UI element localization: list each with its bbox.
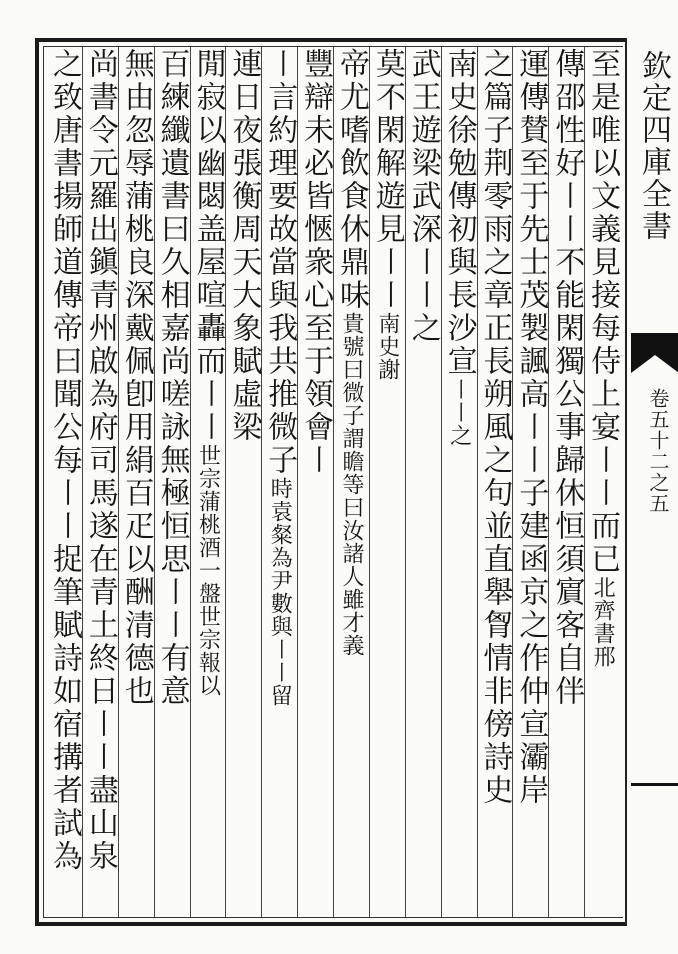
annotation-text: 〡〡之 — [446, 378, 472, 447]
annotation-text: 南史謝 — [374, 312, 400, 381]
column-text: 之篇子荆零雨之章正長朔風之句並直舉胷情非傍詩史 — [477, 48, 513, 807]
annotation-text: 北齊書邢 — [590, 576, 616, 668]
column-text: 莫不閑解遊見〡〡 — [369, 48, 405, 312]
column-text: 帝尤嗜飲食休鼎味 — [333, 48, 369, 312]
column-text: 連日夜張衡周天大象賦虛梁 — [226, 48, 262, 444]
column-text: 武王遊梁武深〡〡之 — [405, 48, 441, 345]
lower-fish-tail-mark-icon — [631, 783, 678, 816]
column-text: 之致唐書揚師道傳帝曰聞公每〡〡捉筆賦詩如宿搆者試為 — [46, 48, 82, 873]
annotation-text: 貴號曰微子謂瞻等曰汝諸人雖才義 — [338, 312, 364, 657]
annotation-text: 時袁粲為尹數與〡〡留 — [267, 477, 293, 707]
column-text: 運傳賛至于先士茂製諷高〡〡子建函京之作仲宣灞岸 — [513, 48, 549, 807]
text-column — [42, 48, 86, 908]
volume-label: 卷五十二之五 — [646, 388, 670, 514]
column-text: 豐辯未必皆愜衆心至于領會〡 — [298, 48, 334, 477]
column-text: 無由忽辱蒲桃良深戴佩卽用絹百疋以酬清德也 — [118, 48, 154, 708]
column-text: 至是唯以文義見接每侍上宴〡〡而已 — [585, 48, 621, 576]
column-text: 百練纖遺書曰久相嘉尚嗟詠無極恒思〡〡有意 — [154, 48, 190, 708]
column-text: 閒寂以幽閟盖屋喧轟而〡〡 — [190, 48, 226, 444]
column-text: 尚書令元羅出鎭青州啟為府司馬遂在青土終日〡〡盡山泉 — [82, 48, 118, 873]
column-text: 南史徐勉傳初與長沙宣 — [441, 48, 477, 378]
column-text: 傳邵性好〡〡不能閑獨公事歸休恒須賔客自伴 — [549, 48, 585, 708]
page-gutter — [625, 38, 678, 926]
book-title: 欽定四庫全書 — [636, 50, 671, 242]
fish-tail-mark-icon — [631, 333, 678, 373]
column-text: 〡言約理要故當與我共推微子 — [262, 48, 298, 477]
annotation-text: 世宗蒲桃酒一盤世宗報以 — [195, 444, 221, 697]
